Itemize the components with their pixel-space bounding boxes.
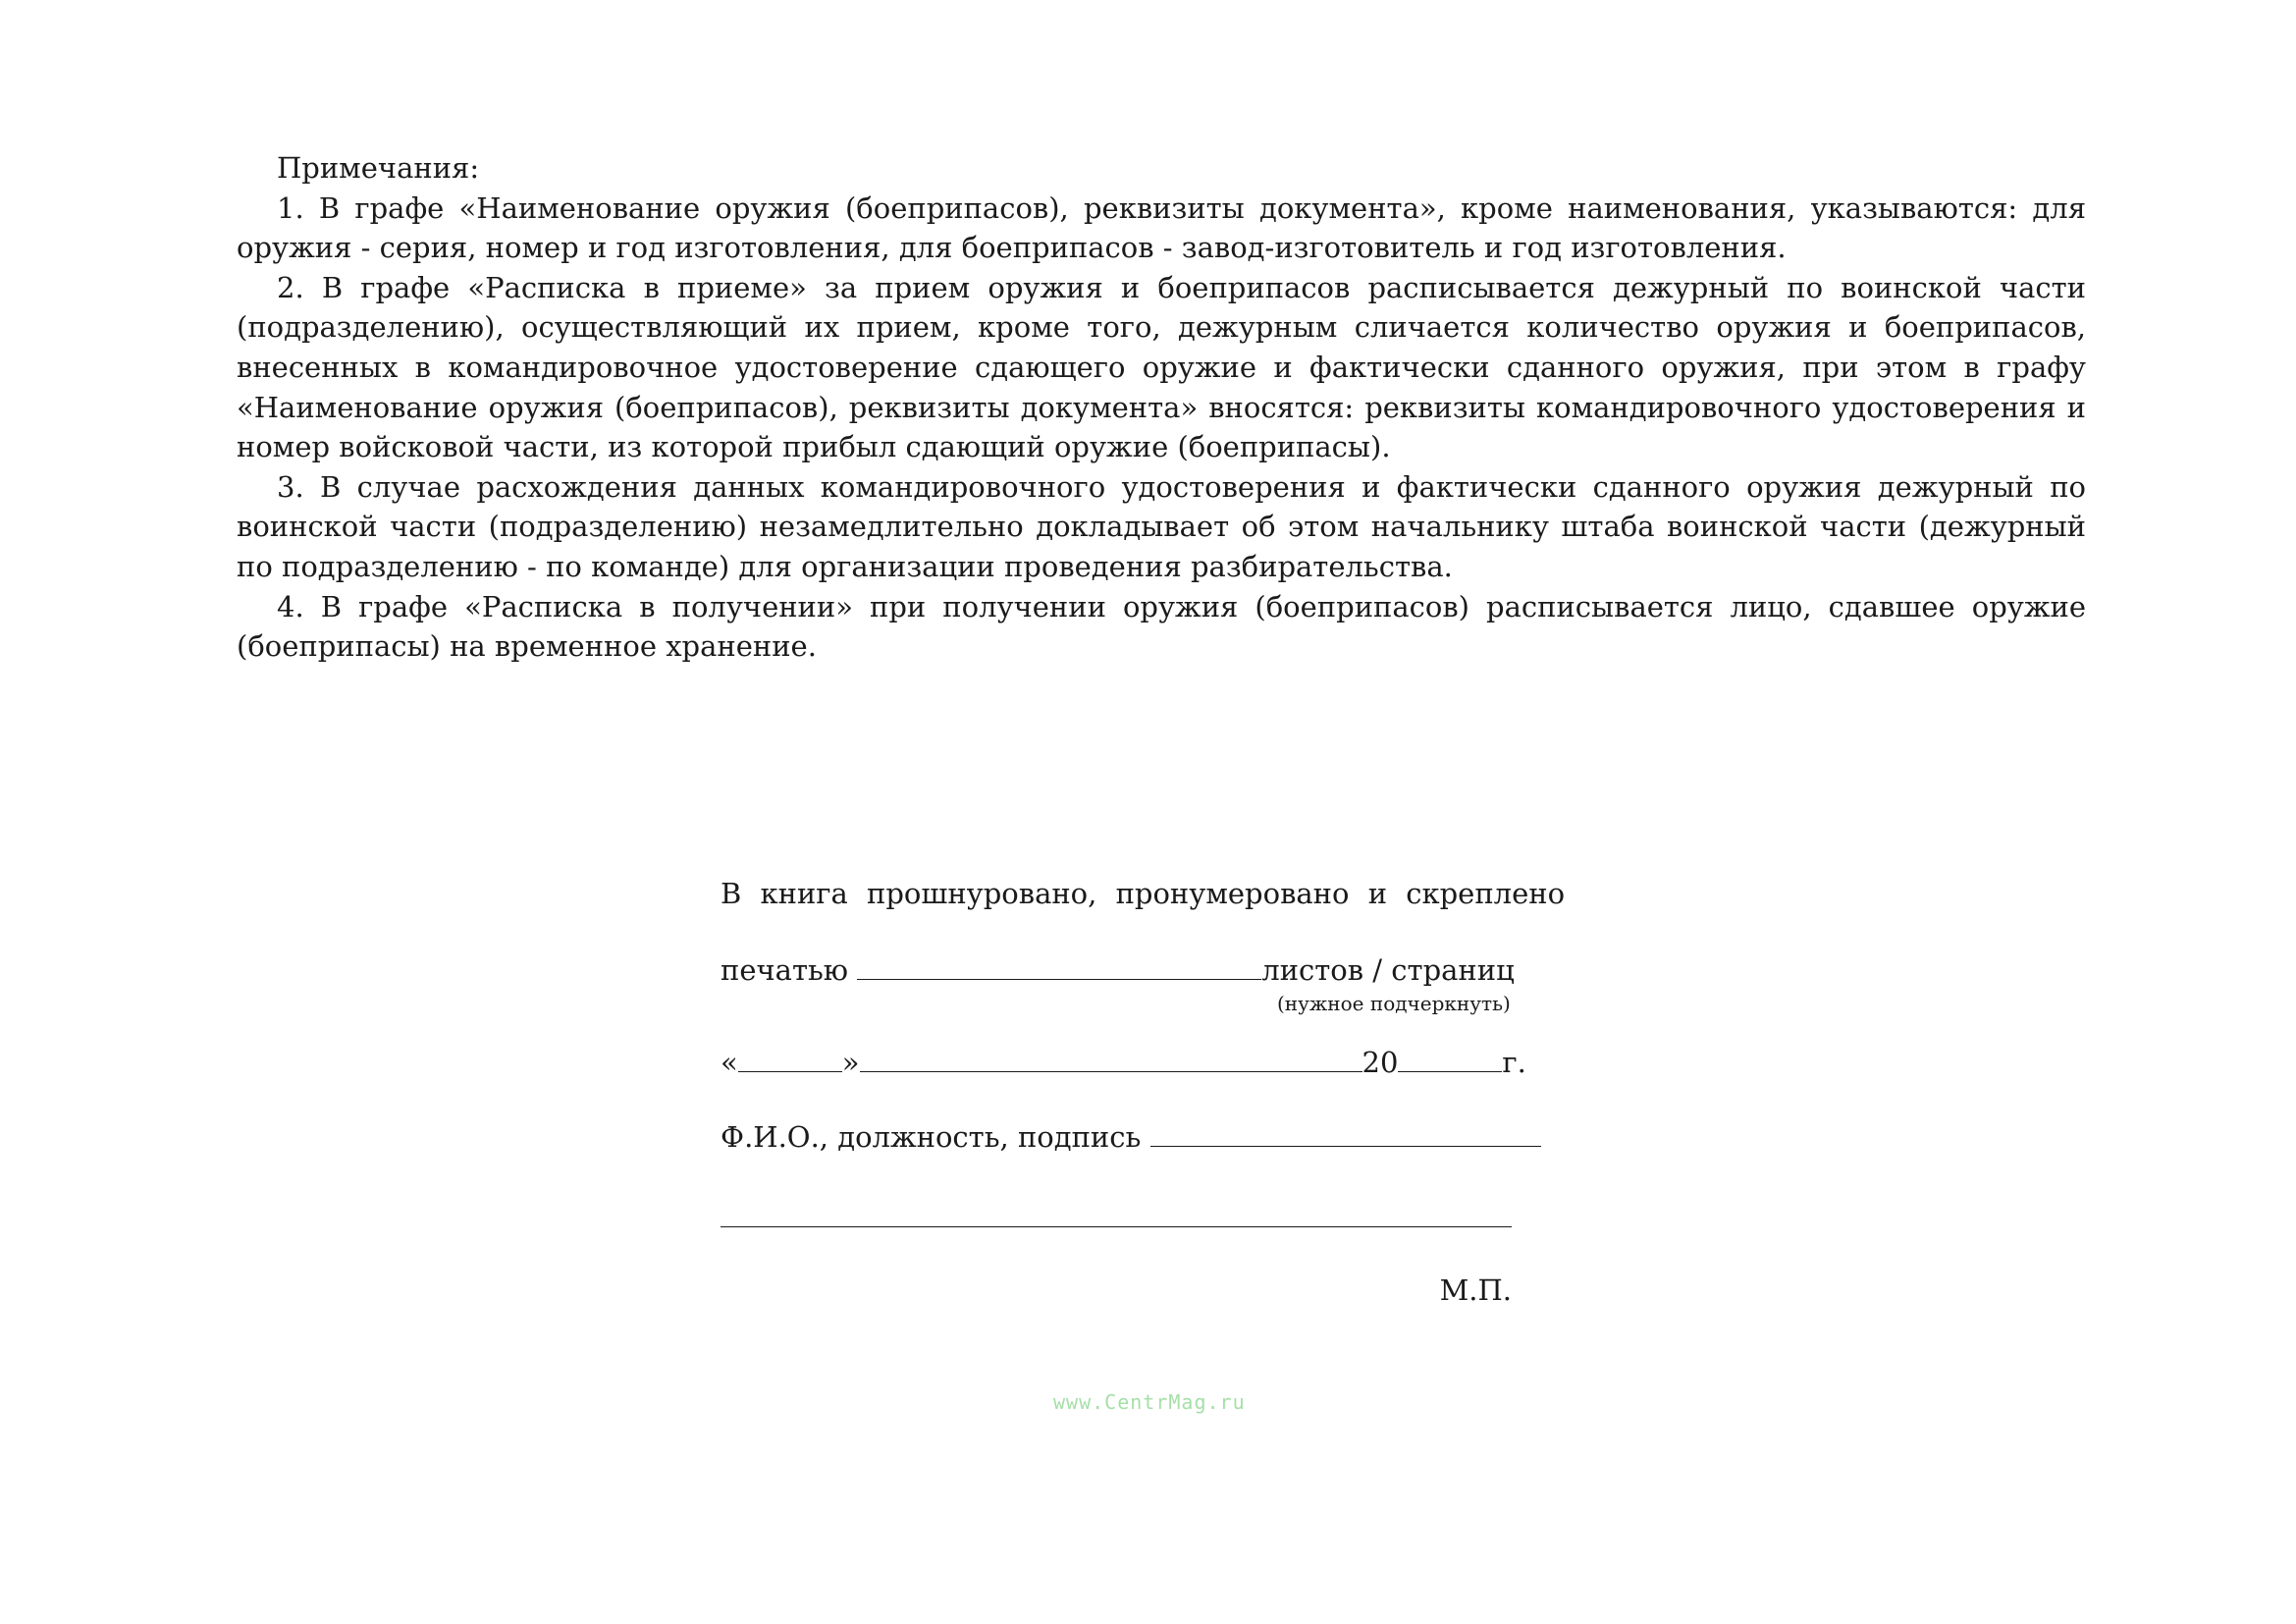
note-item-3: 3. В случае расхождения данных командировочного удостоверения и фактически сданного оружия дежурный по воинской части (подразделению) незамедлительно докладывает об этом начальнику штаба воинской части (дежурный по подразделению - по команде) для организации проведения разбирательства. [237,469,2086,583]
date-month-blank [860,1071,1362,1072]
note-item-2: 2. В графе «Расписка в приеме» за прием оружия и боеприпасов расписывается дежурный по воинской части (подразделению), осуществляющий их прием, кроме того, дежурным сличается количество оружия и боеприпасов, внесенных в командировочное удостоверение сдающего оружие и фактически сданного оружия, при этом в графу «Наименование оружия (боеприпасов), реквизиты документа» вносятся: реквизиты командировочного удостоверения и номер войсковой части, из которой прибыл сдающий оружие (боеприпасы). [237,270,2086,464]
sheet-count-row [721,953,1515,987]
date-close-quote: » [841,1046,860,1079]
sheet-count-prefix: печатью [721,953,849,987]
underline-hint: (нужное подчеркнуть) [1277,992,1511,1015]
sheet-count-suffix: листов / страниц [1261,953,1515,987]
notes-section [237,148,2086,667]
sheet-count-blank [857,979,1261,980]
signature-blank [1150,1146,1541,1147]
note-item-1: 1. В графе «Наименование оружия (боеприпасов), реквизиты документа», кроме наименования, указываются: для оружия - серия, номер и год изготовления, для боеприпасов - завод-изготовитель и год изготовления. [237,190,2086,265]
date-year-prefix: 20 [1362,1046,1399,1079]
date-day-blank [738,1071,842,1072]
signature-label: Ф.И.О., должность, подпись [721,1120,1142,1154]
note-item-4: 4. В графе «Расписка в получении» при получении оружия (боеприпасов) расписывается лицо, сдавшее оружие (боеприпасы) на временное хранение. [237,589,2086,664]
date-row [721,1046,1526,1079]
certification-statement: В книга прошнуровано, пронумеровано и скреплено [721,877,1566,910]
date-year-blank [1398,1071,1502,1072]
watermark: www.CentrMag.ru [1053,1390,1246,1414]
notes-heading: Примечания: [277,151,480,185]
date-open-quote: « [721,1046,738,1079]
signature-full-line [721,1226,1512,1227]
stamp-place-label: М.П. [1439,1273,1512,1307]
signature-row [721,1120,1541,1154]
date-year-suffix: г. [1502,1046,1526,1079]
